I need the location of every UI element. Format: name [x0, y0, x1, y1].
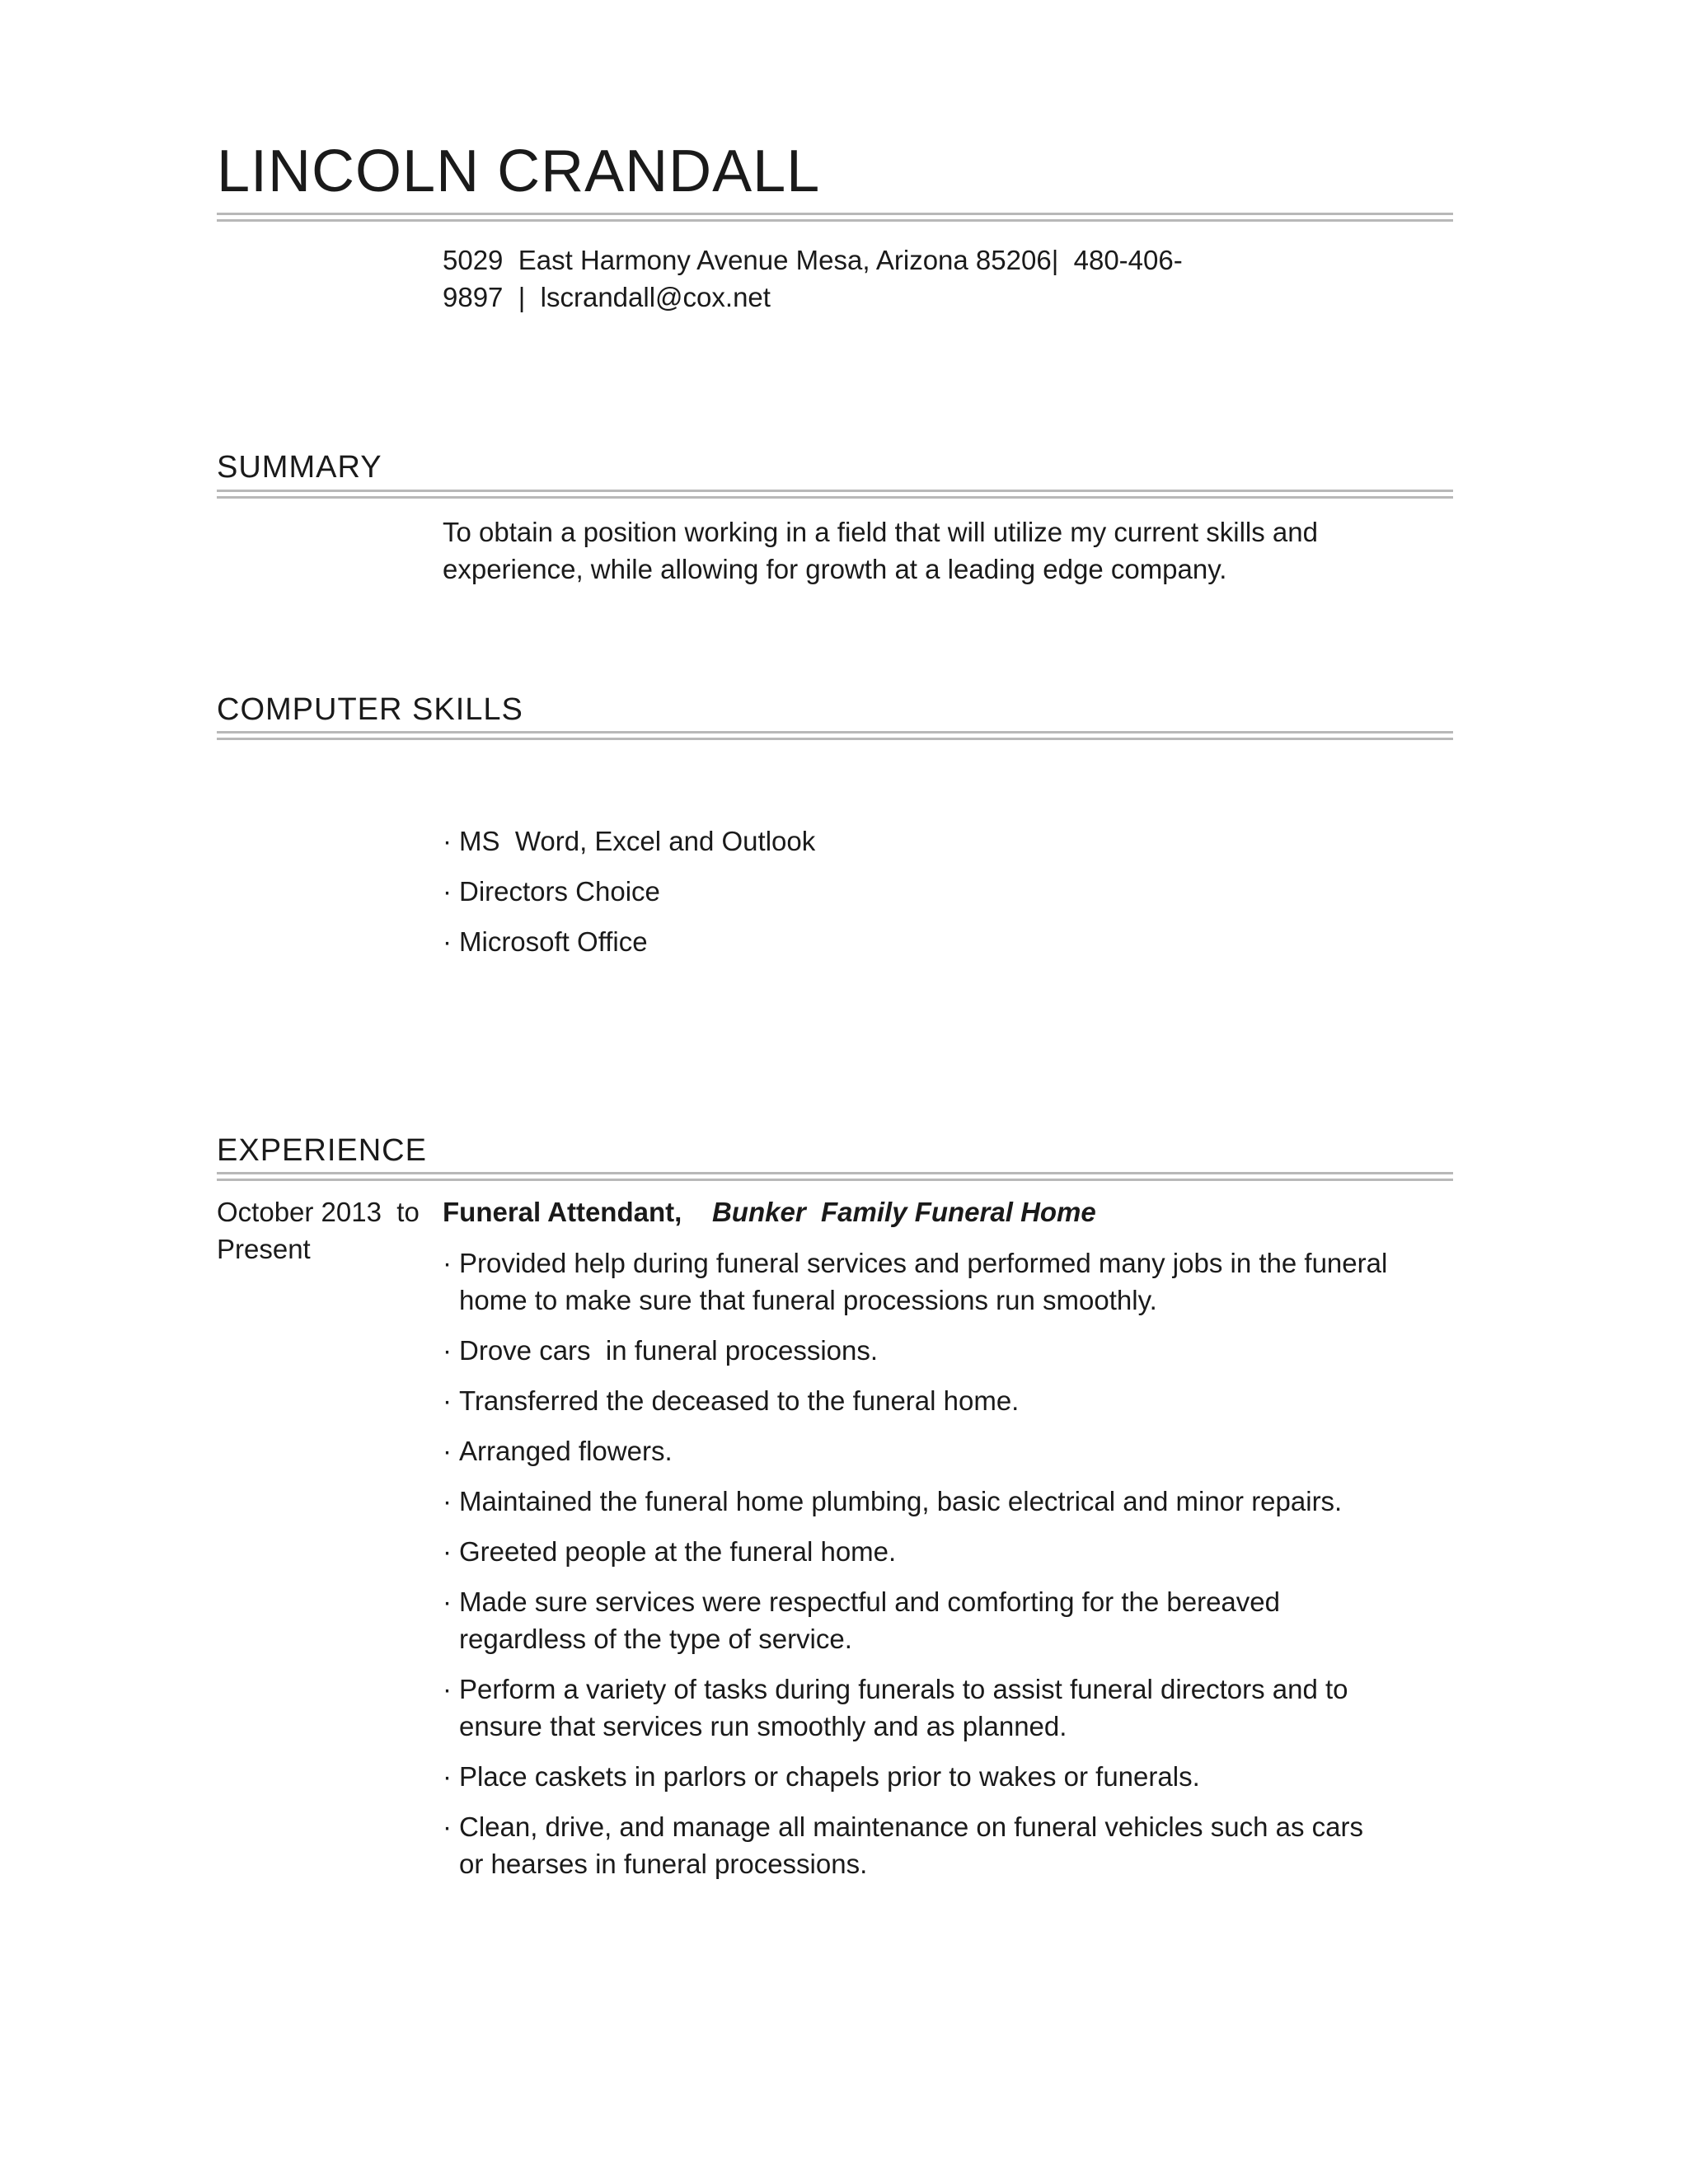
duty-item	[443, 1808, 1390, 1882]
duty-text: Place caskets in parlors or chapels prior to wakes or funerals.	[459, 1761, 1200, 1792]
bullet-icon: ·	[443, 1248, 452, 1278]
bullet-icon: ·	[443, 876, 452, 907]
duty-item	[443, 1671, 1390, 1745]
duty-text: Provided help during funeral services and performed many jobs in the funeral home to make sure that funeral processions run smoothly.	[459, 1248, 1388, 1315]
summary-line: experience, while allowing for growth at a leading edge company.	[443, 554, 1227, 584]
duty-item	[443, 1583, 1390, 1657]
computer-skills-heading: COMPUTER SKILLS	[217, 692, 523, 727]
contact-line: 5029 East Harmony Avenue Mesa, Arizona 85206| 480-406-	[443, 245, 1183, 275]
job-dates	[217, 1193, 439, 1268]
duty-item	[443, 1533, 1390, 1570]
duty-text: Made sure services were respectful and comforting for the bereaved regardless of the type of service.	[459, 1586, 1280, 1654]
duty-text: Drove cars in funeral processions.	[459, 1335, 879, 1366]
skills-list	[443, 823, 815, 973]
bullet-icon: ·	[443, 926, 452, 957]
bullet-icon: ·	[443, 1811, 452, 1842]
skill-item	[443, 823, 815, 873]
skill-label: MS Word, Excel and Outlook	[459, 826, 816, 856]
job-duties-list	[443, 1244, 1390, 1896]
bullet-icon: ·	[443, 1586, 452, 1617]
summary-heading: SUMMARY	[217, 450, 382, 485]
duty-item	[443, 1332, 1390, 1369]
experience-divider	[217, 1172, 1453, 1181]
contact-line: 9897 | lscrandall@cox.net	[443, 282, 771, 312]
skill-label: Microsoft Office	[459, 926, 648, 957]
duty-text: Maintained the funeral home plumbing, basic electrical and minor repairs.	[459, 1486, 1343, 1516]
job-heading	[443, 1193, 1096, 1230]
bullet-icon: ·	[443, 1436, 452, 1466]
duty-text: Greeted people at the funeral home.	[459, 1536, 897, 1567]
bullet-icon: ·	[443, 1486, 452, 1516]
duty-text: Clean, drive, and manage all maintenance on funeral vehicles such as cars or hearses in funeral processions.	[459, 1811, 1363, 1879]
job-position: Funeral Attendant,	[443, 1197, 682, 1227]
bullet-icon: ·	[443, 1761, 452, 1792]
duty-text: Transferred the deceased to the funeral home.	[459, 1385, 1020, 1416]
header-divider	[217, 213, 1453, 222]
bullet-icon: ·	[443, 1335, 452, 1366]
duty-item	[443, 1382, 1390, 1419]
bullet-icon: ·	[443, 1674, 452, 1704]
skill-item	[443, 873, 815, 923]
bullet-icon: ·	[443, 1536, 452, 1567]
job-company: Bunker Family Funeral Home	[711, 1197, 1096, 1227]
duty-item	[443, 1483, 1390, 1520]
duty-text: Arranged flowers.	[459, 1436, 673, 1466]
bullet-icon: ·	[443, 1385, 452, 1416]
skill-item	[443, 923, 815, 973]
job-date-line: Present	[217, 1234, 311, 1264]
summary-divider	[217, 490, 1453, 499]
computer-skills-divider	[217, 731, 1453, 740]
candidate-name: LINCOLN CRANDALL	[217, 138, 821, 204]
duty-item	[443, 1432, 1390, 1469]
summary-text	[443, 513, 1390, 588]
job-date-line: October 2013 to	[217, 1197, 420, 1227]
contact-info	[443, 241, 1217, 316]
duty-item	[443, 1244, 1390, 1319]
bullet-icon: ·	[443, 826, 452, 856]
duty-text: Perform a variety of tasks during funerals to assist funeral directors and to ensure that services run smoothly and as planned.	[459, 1674, 1348, 1741]
summary-line: To obtain a position working in a field that will utilize my current skills and	[443, 517, 1318, 547]
experience-heading: EXPERIENCE	[217, 1133, 427, 1168]
duty-item	[443, 1758, 1390, 1795]
skill-label: Directors Choice	[459, 876, 660, 907]
